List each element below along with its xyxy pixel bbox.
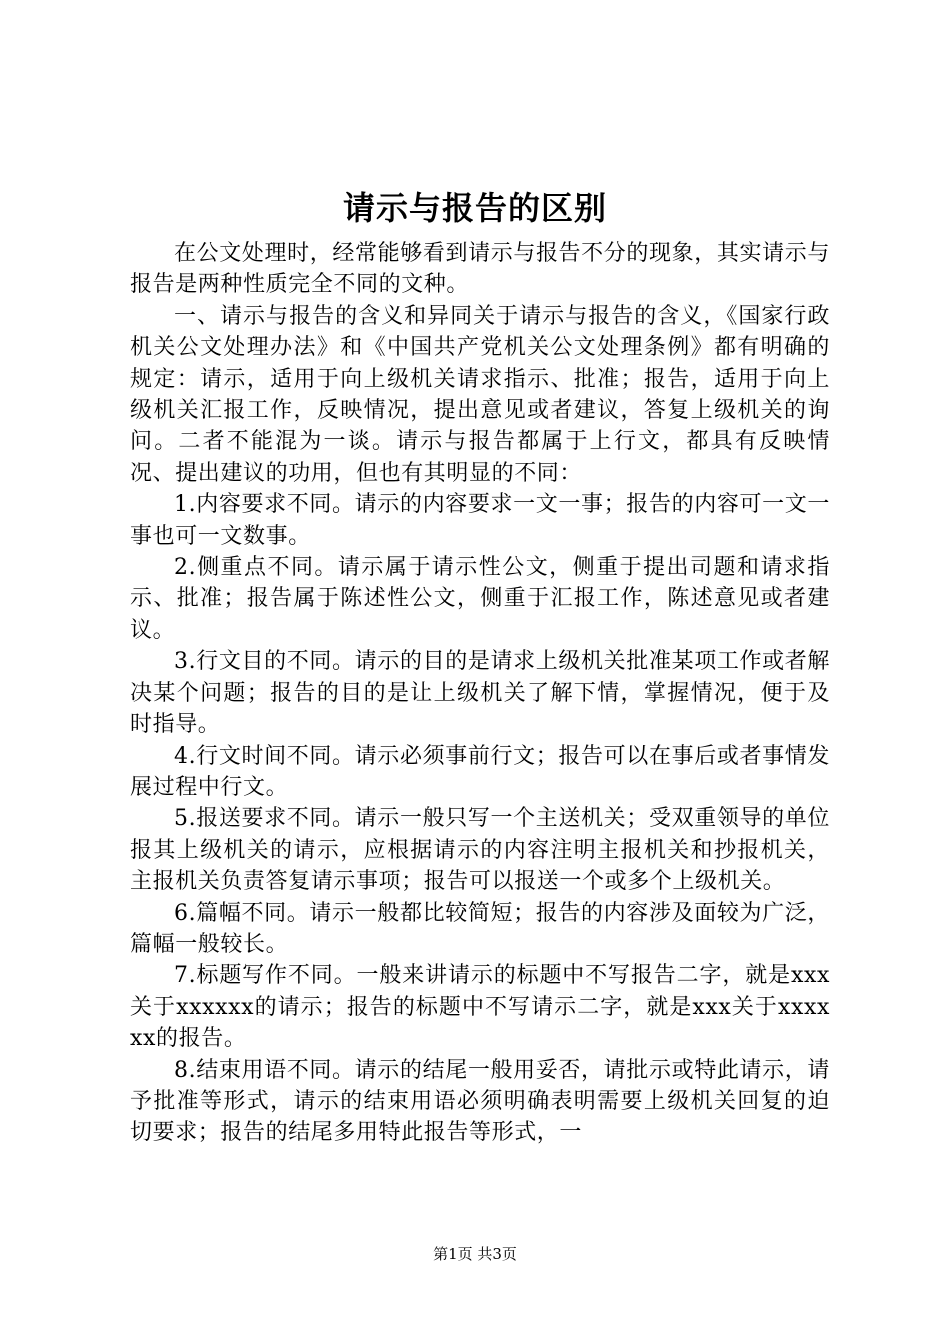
paragraph: 1.内容要求不同。请示的内容要求一文一事；报告的内容可一文一事也可一文数事。 bbox=[130, 492, 830, 549]
paragraph: 6.篇幅不同。请示一般都比较简短；报告的内容涉及面较为广泛，篇幅一般较长。 bbox=[130, 900, 830, 957]
paragraph: 5.报送要求不同。请示一般只写一个主送机关；受双重领导的单位报其上级机关的请示，应根据请示的内容注明主报机关和抄报机关，主报机关负责答复请示事项；报告可以报送一个或多个上级机关。 bbox=[130, 806, 830, 895]
paragraph: 7.标题写作不同。一般来讲请示的标题中不写报告二字，就是xxx关于xxxxxx的请示；报告的标题中不写请示二字，就是xxx关于xxxxxx的报告。 bbox=[130, 963, 830, 1052]
paragraph: 在公文处理时，经常能够看到请示与报告不分的现象，其实请示与报告是两种性质完全不同的文种。 bbox=[130, 241, 830, 298]
document-body bbox=[130, 238, 830, 1149]
page-number-footer: 第1页 共3页 bbox=[433, 1245, 517, 1263]
paragraph: 2.侧重点不同。请示属于请示性公文，侧重于提出司题和请求指示、批准；报告属于陈述性公文，侧重于汇报工作，陈述意见或者建议。 bbox=[130, 555, 830, 643]
paragraph: 一、请示与报告的含义和异同关于请示与报告的含义，《国家行政机关公文处理办法》和《中国共产党机关公文处理条例》都有明确的规定：请示，适用于向上级机关请求指示、批准；报告，适用于向上级机关汇报工作，反映情况，提出意见或者建议，答复上级机关的询问。二者不能混为一谈。请示与报告都属于上行文，都具有反映情况、提出建议的功用，但也有其明显的不同： bbox=[130, 303, 830, 486]
document-title: 请示与报告的区别 bbox=[342, 189, 607, 227]
paragraph: 4.行文时间不同。请示必须事前行文；报告可以在事后或者事情发展过程中行文。 bbox=[130, 743, 830, 800]
paragraph: 8.结束用语不同。请示的结尾一般用妥否，请批示或特此请示，请予批准等形式，请示的结束用语必须明确表明需要上级机关回复的迫切要求；报告的结尾多用特此报告等形式，一 bbox=[130, 1057, 830, 1146]
paragraph: 3.行文目的不同。请示的目的是请求上级机关批准某项工作或者解决某个问题；报告的目的是让上级机关了解下情，掌握情况，便于及时指导。 bbox=[130, 649, 830, 738]
